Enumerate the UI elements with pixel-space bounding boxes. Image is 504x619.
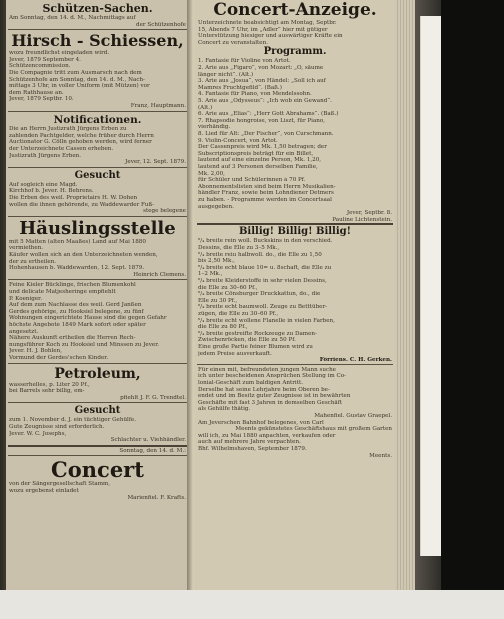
column-divider	[8, 445, 187, 447]
concert-intro-line: Unterstützung hiesiger und auswärtiger Kräfte ein	[198, 33, 343, 40]
ad-line: Auctionator G. Cölln gehoben werden, wird ferner	[9, 139, 152, 146]
notice-line: will ich, zu Mai 1880 anpachten, verkaufen oder	[198, 432, 336, 439]
program-line: 2. Arie aus „Figaro“, von Mozart: „O, säume	[198, 65, 324, 71]
program-line: Mk. 2,00,	[198, 170, 225, 177]
notice-line: Für einen mit, befreundeten jungen Mann suche	[198, 366, 336, 373]
sale-line: ⁶/₄ breite Kleiderstoffe in sehr vielen Dessins,	[198, 278, 327, 284]
ad-line: Gute Zeugnisse sind erforderlich.	[9, 423, 105, 430]
concert-intro-line: 15, Abends 7 Uhr, im „Adler“ hier mit gütiger	[198, 26, 328, 33]
ad-line: P. Koeniger.	[9, 295, 43, 302]
program-line: 5. Arie aus „Odysseus“: „Ich wob ein Gewand“.	[198, 98, 332, 104]
program-line: lautend auf 3 Personen derselben Familie,	[198, 164, 318, 170]
ad-line: vermiethen.	[9, 245, 44, 252]
sale-line: Zwischenröcken, die Elle zu 50 Pf.	[198, 337, 296, 344]
program-line: 4. Fantasie für Piano, von Mendelssohn.	[198, 91, 312, 98]
ad-line: nungsführer Koch zu Hooksiel und Minssen zu Jever.	[9, 341, 160, 348]
ad-line: Schlachter u. Viehhändler.	[110, 437, 186, 444]
ad-line: Kirchhof b. Jever. H. Behrens.	[9, 188, 94, 195]
footer-strip	[0, 590, 504, 619]
program-line: 3. Arie aus „Josua“, von Händel: „Soll ich auf	[198, 78, 326, 85]
column-divider	[8, 363, 187, 364]
sale-heading: Billig! Billig! Billig!	[238, 226, 352, 238]
program-line: länger nicht“. (Alt.)	[198, 71, 254, 78]
program-line: 7. Rhapsodie hongroise, von Liszt, für Piano,	[198, 117, 326, 124]
sale-line: 1–2 Mk.,	[198, 271, 223, 278]
column-divider	[8, 402, 187, 403]
notice-line: ich unter bescheidenen Ansprüchen Stellung im Co-	[198, 373, 347, 380]
program-line: 8. Lied für Alt: „Der Fischer“, von Curschmann.	[198, 131, 334, 137]
ad-line: Schützencommission.	[9, 63, 71, 70]
notice-line: Meents.	[369, 452, 392, 459]
sale-line: ⁶/₄ breite reiu halbwoll. do., die Elle zu 1,50	[198, 251, 322, 258]
ad-heading: Concert	[51, 458, 144, 482]
sale-line: die Elle zu 80 Pf.,	[198, 324, 248, 331]
column-divider	[197, 364, 393, 365]
sale-line: zügen, die Elle zu 30–60 Pf.,	[198, 311, 279, 317]
ad-line: der Schützenhofe	[136, 21, 186, 28]
column-divider	[8, 279, 187, 280]
ad-line: der Unterzeichnete Cassen erheben.	[9, 145, 114, 152]
left-column	[6, 0, 189, 590]
ad-line: Jever, 12. Sept. 1879.	[125, 159, 186, 166]
program-line: lautend auf eine einzelne Person, Mk. 1,20,	[198, 157, 322, 164]
column-divider	[197, 223, 393, 225]
newspaper-page-right	[195, 0, 395, 590]
ad-line: Wohnungen eingerichtete Hause sind die gegen Gefahr	[9, 315, 167, 322]
notice-line: Mahenfiel. Gustav Graepel.	[314, 413, 392, 419]
ad-line: Vormund der Gerdes'schen Kinder.	[9, 354, 109, 361]
ad-line: wollen die ihnen gehörende, zu Waddewarder Fuß-	[9, 201, 155, 208]
program-line: 6. Arie aus „Elias“: „Herr Gott Abrahams“. (Baß.)	[198, 111, 339, 118]
page-edges	[395, 0, 415, 590]
ad-line: zahlenden Pachtgelder, welche früher durch Herrn	[9, 132, 154, 139]
sale-line: die Elle zu 30–60 Pf.,	[198, 284, 258, 291]
notice-line: lonial-Geschäft zum baldigen Antritt.	[198, 380, 303, 386]
notice-line: endet und im Besitz guter Zeugnisse ist in bewährten	[198, 393, 351, 400]
ad-line: wasserhelles, p. Liter 20 Pf.,	[9, 381, 90, 388]
ad-line: der zu ertheilen.	[9, 258, 57, 265]
sale-line: ⁶/₄ breite Cönsburger Druckkattun, do., die	[198, 291, 321, 298]
ad-line: und delicate Matjesheringe empfiehlt	[9, 288, 116, 295]
ad-line: Franz, Hauptmann.	[130, 103, 186, 109]
notice-line: als Gehülfe thätig.	[198, 406, 251, 413]
ad-heading: Notificationen.	[53, 113, 142, 126]
concert-intro-line: Concert zu veranstalten.	[198, 39, 268, 46]
sale-line: ⁶/₄ breite rein woll. Buckskins in den verschied.	[198, 238, 333, 245]
ad-line: Die Erben des weil. Proprietairs H. W. Dohen	[9, 194, 138, 201]
ad-heading: Petroleum,	[54, 365, 141, 382]
notice-line: Am Jeverschen Bahnhof belegenes, von Carl	[198, 419, 324, 426]
ad-line: Gerdes gehörige, zu Hooksiel belegene, zu fünf	[9, 308, 144, 315]
ad-line: bei Barrels sehr billig, em-	[9, 388, 85, 395]
ad-heading: Schützen-Sachen.	[42, 2, 153, 15]
sale-line: Eine große Partie feiner Blumen wird zu	[198, 344, 313, 350]
ad-line: Auf dem zum Nachlasse des weil. Gerd Janßen	[9, 302, 142, 309]
notice-line: Meents gekünstetes Geschäftshaus mit großem Garten	[235, 426, 392, 433]
program-line: 1. Fantasie für Violine von Artot.	[198, 58, 291, 65]
program-line: Subscriptionspreis beträgt für ein Billet,	[198, 150, 314, 157]
ad-line: Käufer wollen sich an den Unterzeichneten wenden,	[9, 251, 158, 258]
paper-strip	[420, 16, 441, 556]
program-line: (Alt.)	[198, 104, 213, 111]
ad-line: Jever. H. J. Bohlen,	[9, 348, 62, 355]
ad-heading: Hirsch - Schiessen,	[11, 32, 184, 51]
program-line: Mamres Fruchtgefild“. (Baß.)	[198, 84, 282, 91]
notice-line: Bhf. Wilhelmshaven, September 1879.	[198, 446, 307, 452]
program-line: zu haben. - Programme werden im Concertsaal	[198, 197, 332, 203]
ad-heading: Gesucht	[74, 405, 121, 417]
ad-line: Jever, 1879 Septbr. 10.	[9, 96, 74, 103]
sale-line: ⁶/₄ breite echt blaue 10= u. 8schaft, die Elle zu	[198, 264, 332, 271]
ad-line: Hohenhausen b. Waddewarden, 12. Sept. 1879.	[9, 265, 145, 272]
sale-line: jedem Preise ausverkauft.	[198, 350, 272, 357]
program-line: Der Cassenpreis wird Mk. 1,50 betragen; der	[198, 144, 327, 151]
program-line: für Schüler und Schülerinnen à 70 Pf.	[198, 177, 306, 184]
ad-line: von der Sängergesellschaft Stamm,	[9, 481, 111, 488]
ad-line: Sonntag, den 14. d. M.:	[119, 447, 186, 454]
concert-intro-line: Unterzeichnete beabsichtigt am Montag, Septbr.	[198, 20, 337, 26]
notice-line: Geschäfte mit fast 3 Jahren in demselben Geschäft	[198, 399, 343, 406]
ad-line: Jever, 1879 September 4.	[9, 56, 81, 63]
newspaper-page-left	[6, 0, 189, 590]
column-divider	[8, 167, 187, 168]
ad-line: Justizrath Jürgens Erben.	[9, 152, 82, 159]
ad-line: stege belegene	[143, 208, 186, 215]
column-divider	[8, 29, 187, 30]
sale-line: ⁶/₄ breite echt baumwoll. Zeuge zu Betttüber-	[198, 304, 328, 311]
column-divider	[8, 216, 187, 217]
background	[441, 0, 504, 619]
ad-line: Auf sogleich eine Magd.	[9, 181, 78, 188]
program-line: vierhändig.	[198, 124, 231, 131]
notice-line: Derselbe hat seine Lehrjahre beim Oberen be-	[198, 386, 330, 393]
sale-line: Elle zu 30 Pf.,	[198, 297, 238, 304]
ad-line: wozu freundlichst eingeladen wird.	[9, 50, 110, 57]
ad-line: Die Compagnie tritt zum Ausmarsch nach dem	[9, 70, 142, 76]
column-divider	[8, 455, 187, 456]
ad-line: Die an Herrn Justizrath Jürgens Erben zu	[9, 126, 127, 133]
ad-line: mittags 3 Uhr, in voller Uniform (mit Mützen) vor	[9, 83, 150, 90]
right-column	[195, 0, 395, 590]
ad-heading: Häuslingsstelle	[19, 218, 176, 239]
sale-line: ⁶/₄ breite echt wollene Flanelle in vielen Farben,	[198, 317, 335, 324]
column-divider	[8, 111, 187, 112]
program-line: Abonnementslisten sind beim Herrn Musikalien-	[198, 183, 336, 190]
sale-line: Dessins, die Elle zu 3–5 Mk.,	[198, 245, 280, 251]
ad-line: wozu ergebenst einladet	[9, 487, 79, 494]
ad-line: Nähere Auskunft ertheilen die Herren Rech-	[9, 335, 136, 342]
ad-line: Schützenhofe am Sonntag, den 14. d. M., Nach-	[9, 76, 145, 83]
notice-line: auch auf mehrere Jahre verpachten.	[198, 439, 301, 446]
ad-line: angesetzt.	[9, 328, 39, 335]
program-line: 9. Violin-Concert, von Artot.	[198, 137, 278, 144]
program-line: händler Franz, sowie beim Lohndiener Detmers	[198, 190, 334, 197]
ad-line: höchste Angebote 1849 Mark sofort oder später	[9, 321, 146, 328]
ad-line: Jever. W. C. Josephs,	[9, 430, 67, 437]
ad-line: Heinrich Clemens.	[133, 271, 186, 278]
ad-line: zum 1. November d. J. ein tüchtiger Gehülfe.	[9, 417, 137, 424]
ad-line: pfiehlt J. F. G. Trendtel.	[120, 394, 186, 401]
ad-line: Feine Kieler Bücklinge, frischen Blumenkohl	[9, 282, 136, 289]
sale-line: Förriens. C. H. Gerken.	[319, 357, 392, 364]
program-heading: Programm.	[263, 46, 327, 58]
program-line: Pauline Lichtenstein.	[332, 216, 392, 223]
sale-line: ⁶/₄ breite gestreifte Rockzeuge zu Damen-	[198, 330, 317, 337]
concert-title: Concert-Anzeige.	[213, 1, 377, 20]
ad-line: dem Rathhause an.	[9, 89, 64, 96]
ad-line: Marienfiel. F. Krafts.	[127, 494, 186, 501]
sale-line: bis 2,50 Mk.,	[198, 258, 235, 265]
ad-line: mit 5 Matten (alten Maaßes) Land auf Mai 1880	[9, 238, 146, 245]
program-line: Jever, Septbr. 8.	[346, 210, 392, 217]
ad-heading: Gesucht	[74, 169, 121, 181]
ad-line: Am Sonntag, den 14. d. M., Nachmittags auf	[9, 15, 136, 21]
program-line: ausgegeben.	[198, 203, 234, 210]
